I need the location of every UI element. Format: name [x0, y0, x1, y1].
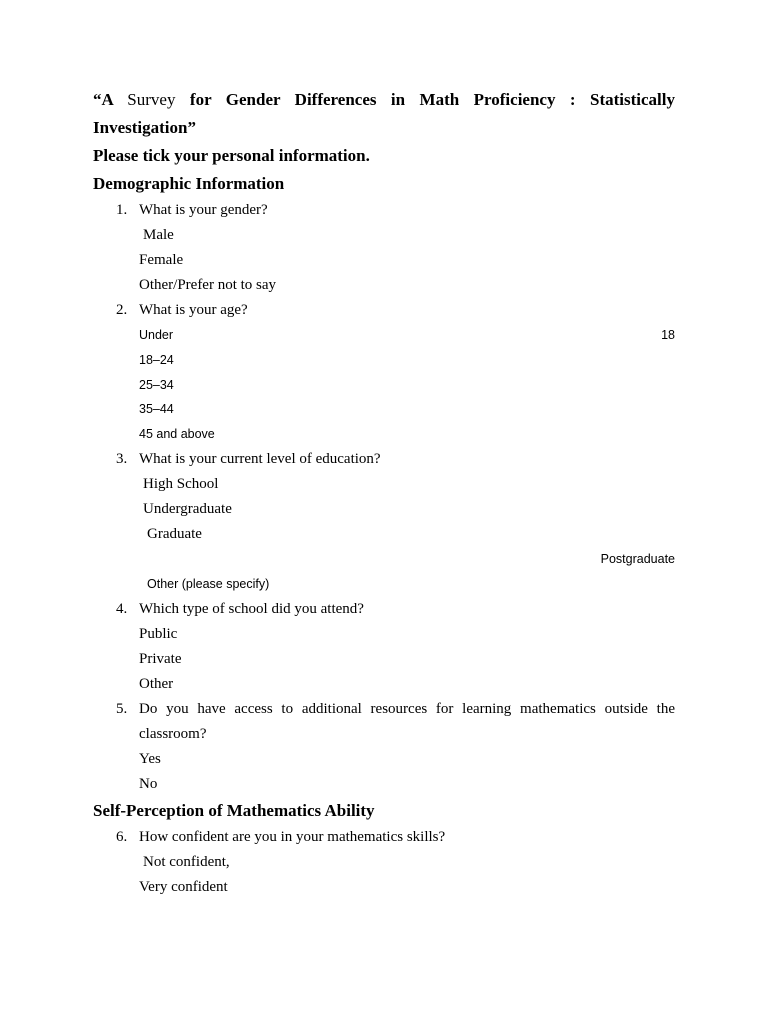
question-text: What is your gender?: [139, 202, 268, 218]
option-very-confident[interactable]: Very confident: [139, 878, 228, 895]
option-postgraduate[interactable]: Postgraduate: [600, 551, 675, 566]
option-under-18[interactable]: [93, 323, 675, 348]
survey-page: [93, 86, 675, 900]
option-private[interactable]: Private: [139, 650, 182, 667]
question-number: 4.: [116, 600, 128, 617]
question-number: 1.: [116, 202, 128, 218]
question-6: [93, 825, 675, 850]
option-yes[interactable]: Yes: [139, 750, 161, 767]
option-graduate[interactable]: Graduate: [147, 525, 202, 542]
option-25-34[interactable]: 25–34: [139, 377, 174, 392]
section-heading-self-perception: Self-Perception of Mathematics Ability: [93, 800, 375, 820]
question-number: 5.: [116, 700, 128, 717]
title-survey-word: Survey: [127, 90, 176, 109]
section-heading-demographic: Demographic Information: [93, 174, 285, 193]
document-title: [93, 86, 675, 142]
title-rest: for Gender Differences in Math Proficiency : Statistically Investigation”: [93, 90, 676, 137]
option-female[interactable]: Female: [139, 252, 184, 268]
option-35-44[interactable]: 35–44: [139, 402, 174, 417]
question-number: 6.: [116, 828, 128, 845]
option-45-above[interactable]: 45 and above: [139, 427, 215, 442]
option-no[interactable]: No: [139, 775, 158, 792]
title-open: “A: [93, 90, 113, 109]
option-18-24[interactable]: 18–24: [139, 352, 174, 367]
question-text: Do you have access to additional resources for learning mathematics outside the: [139, 700, 675, 717]
question-text: Which type of school did you attend?: [139, 600, 364, 617]
option-undergraduate[interactable]: Undergraduate: [143, 500, 232, 517]
option-not-confident[interactable]: Not confident,: [143, 853, 230, 870]
question-4: [93, 597, 675, 622]
option-other-prefer-not[interactable]: Other/Prefer not to say: [139, 277, 277, 293]
question-text: What is your current level of education?: [139, 450, 381, 467]
option-male[interactable]: Male: [143, 227, 174, 243]
question-number: 2.: [116, 302, 128, 318]
option-under-label: Under: [139, 328, 174, 342]
question-5-continuation: classroom?: [139, 725, 207, 742]
option-high-school[interactable]: High School: [143, 475, 219, 492]
question-text: What is your age?: [139, 302, 248, 318]
question-5: [93, 697, 675, 722]
option-under-value: 18: [661, 328, 675, 342]
instruction-text: Please tick your personal information.: [93, 146, 370, 165]
option-other-specify[interactable]: Other (please specify): [147, 576, 270, 591]
question-text: How confident are you in your mathematics skills?: [139, 828, 446, 845]
question-3: [93, 447, 675, 472]
question-number: 3.: [116, 450, 128, 467]
question-2: [93, 298, 675, 323]
question-1: [93, 198, 675, 223]
option-other-school[interactable]: Other: [139, 675, 174, 692]
option-public[interactable]: Public: [139, 625, 178, 642]
